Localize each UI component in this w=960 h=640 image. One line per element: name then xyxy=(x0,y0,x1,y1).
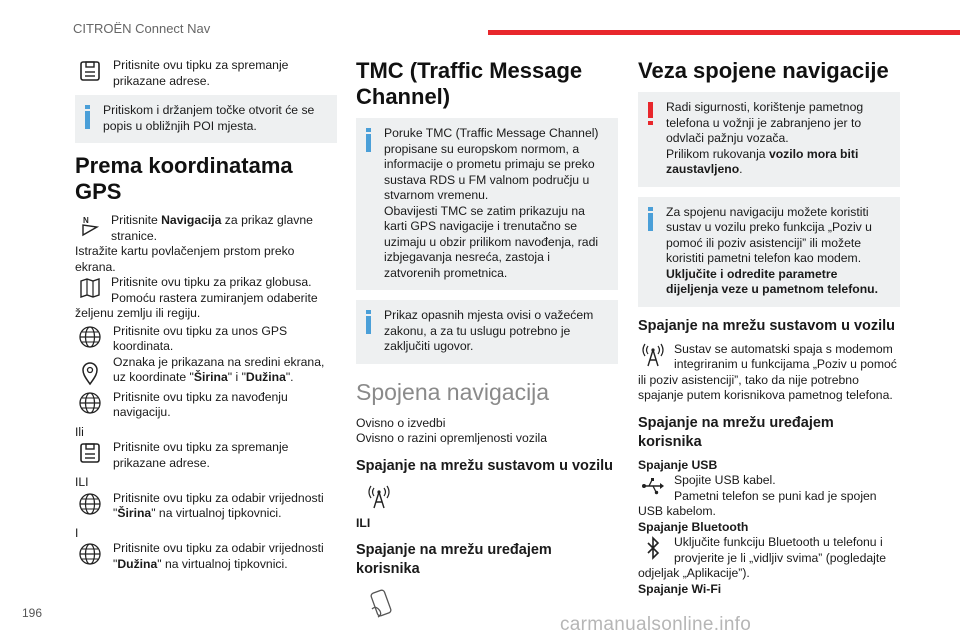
chapter-title: Spojena navigacija xyxy=(356,378,550,405)
connector-text: ILI xyxy=(356,515,371,530)
instruction-row: Pritisnite ovu tipku za odabir vrijednosti "Dužina" na virtualnoj tipkovnici. xyxy=(75,541,337,572)
running-header-title: CITROËN Connect Nav xyxy=(73,21,211,36)
subsection-heading: Spajanje na mrežu sustavom u vozilu xyxy=(356,457,614,474)
note-text: Pritiskom i držanjem točke otvorit će se popis u obližnjih POI mjesta. xyxy=(103,103,315,133)
info-icon xyxy=(366,128,371,152)
instruction-text: Istražite kartu povlačenjem prstom preko ekrana. xyxy=(75,244,295,274)
subsection-heading: Spajanje na mrežu uređajem korisnika xyxy=(638,414,834,450)
instruction-row: Spojite USB kabel. Pametni telefon se puni kad je spojen USB kabelom. xyxy=(638,473,877,518)
header-accent-bar xyxy=(488,30,960,35)
info-icon xyxy=(366,310,371,334)
instruction-row: Uključite funkciju Bluetooth u telefonu i provjerite je li „vidljiv svima” (pogledajte odjeljak „Aplikacije”). xyxy=(638,535,887,580)
antenna-icon xyxy=(640,342,666,368)
instruction-row xyxy=(75,58,337,89)
usb-icon xyxy=(640,473,666,499)
save-icon xyxy=(77,58,103,84)
globe-icon xyxy=(77,324,103,350)
instruction-row: Pritisnite ovu tipku za unos GPS koordinata. Oznaka je prikazana na sredini ekrana, uz koordinate "Širina" i "Dužina". xyxy=(75,324,337,386)
column-2: TMC (Traffic Message Channel) Poruke TMC (Traffic Message Channel) propisane su europskom normom, a informacije o prometu primaju se preko sustava RDS u FM valnom području u stvarnom vremenu. Obavijesti TMC se zatim prikazuju na karti GPS navigacije i trenutačno se uzimaju u obzir prilikom navođenja, radi izbjegavanja nesreća, zastoja i zatvorenih prometnica. Prikaz opasnih mjesta ovisi o važećem zakonu, a za tu uslugu potrebno je zaključiti ugovor. Spojena navigacija Ovisno o izvedbi Ovisno o razini opremljenosti vozila Spajanje na mrežu sustavom u vozilu ILI Spajanje na mrežu uređajem korisnika xyxy=(356,58,618,619)
globe-icon xyxy=(77,390,103,416)
info-note: Poruke TMC (Traffic Message Channel) propisane su europskom normom, a informacije o prometu primaju se preko sustava RDS u FM valnom području u stvarnom vremenu. Obavijesti TMC se zatim prikazuju na karti GPS navigacije i trenutačno se uzimaju u obzir prilikom navođenja, radi izbjegavanja nesreća, zastoja i zatvorenih prometnica. xyxy=(356,118,618,290)
globe-icon xyxy=(77,491,103,517)
smartphone-icon xyxy=(366,587,398,619)
subsection-label: Spajanje Bluetooth xyxy=(638,519,749,534)
info-icon xyxy=(648,207,653,231)
column-3 xyxy=(638,58,900,597)
instruction-row: Pritisnite ovu tipku za odabir vrijednosti "Širina" na virtualnoj tipkovnici. xyxy=(75,491,337,522)
instruction-text: Pritisnite ovu tipku za spremanje prikazane adrese. xyxy=(113,58,289,88)
location-pin-icon xyxy=(77,360,103,386)
connector-text: I xyxy=(75,525,79,540)
info-note: Za spojenu navigaciju možete koristiti sustav u vozilu preko funkcija „Poziv u pomoć ili poziv asistenciji” ili možete koristiti pametni telefon kao modem. Uključite i odredite parametre dijeljenja veze u pametnom telefonu. xyxy=(638,197,900,307)
globe-icon xyxy=(77,541,103,567)
map-icon xyxy=(77,275,103,301)
navigation-icon xyxy=(77,213,103,239)
warning-note: Radi sigurnosti, korištenje pametnog telefona u vožnji je zabranjeno jer to odvlači pažnju vozača. Prilikom rukovanja vozilo mora biti zaustavljeno. xyxy=(638,92,900,187)
info-note xyxy=(75,95,337,143)
instruction-row: Pritisnite ovu tipku za navođenju navigaciju. xyxy=(75,390,337,421)
watermark: carmanualsonline.info xyxy=(560,614,752,635)
bluetooth-icon xyxy=(640,535,666,561)
connector-text: Ili xyxy=(75,424,84,439)
subsection-heading: Spajanje na mrežu uređajem korisnika xyxy=(356,542,552,577)
section-heading: TMC (Traffic Message Channel) xyxy=(356,58,583,109)
warning-icon xyxy=(648,102,653,126)
save-icon xyxy=(77,440,103,466)
subsection-label: Spajanje USB xyxy=(638,457,718,472)
info-icon xyxy=(85,105,90,129)
antenna-icon xyxy=(366,484,392,510)
bold-term: Navigacija xyxy=(161,213,222,227)
subsection-heading: Spajanje na mrežu sustavom u vozilu xyxy=(638,317,896,334)
section-heading: Prema koordinatama GPS xyxy=(75,153,293,204)
instruction-row: Pritisnite ovu tipku za spremanje prikazane adrese. xyxy=(75,440,337,471)
subsection-label: Spajanje Wi-Fi xyxy=(638,581,722,596)
instruction-row: Pritisnite Navigacija za prikaz glavne stranice. xyxy=(75,213,337,244)
connector-text: ILI xyxy=(75,475,89,489)
page-number: 196 xyxy=(22,606,43,620)
section-heading: Veza spojene navigacije xyxy=(638,58,889,83)
info-note: Prikaz opasnih mjesta ovisi o važećem zakonu, a za tu uslugu potrebno je zaključiti ugovor. xyxy=(356,300,618,364)
instruction-row: Pritisnite ovu tipku za prikaz globusa. Pomoću rastera zumiranjem odaberite željenu zemlju ili regiju. xyxy=(75,275,318,320)
column-1 xyxy=(75,58,337,576)
instruction-row: Sustav se automatski spaja s modemom integriranim u funkcijama „Poziv u pomoć ili poziv asistenciji”, tako da nije potrebno spajanje putem korisnikova pametnog telefona. xyxy=(638,341,897,402)
